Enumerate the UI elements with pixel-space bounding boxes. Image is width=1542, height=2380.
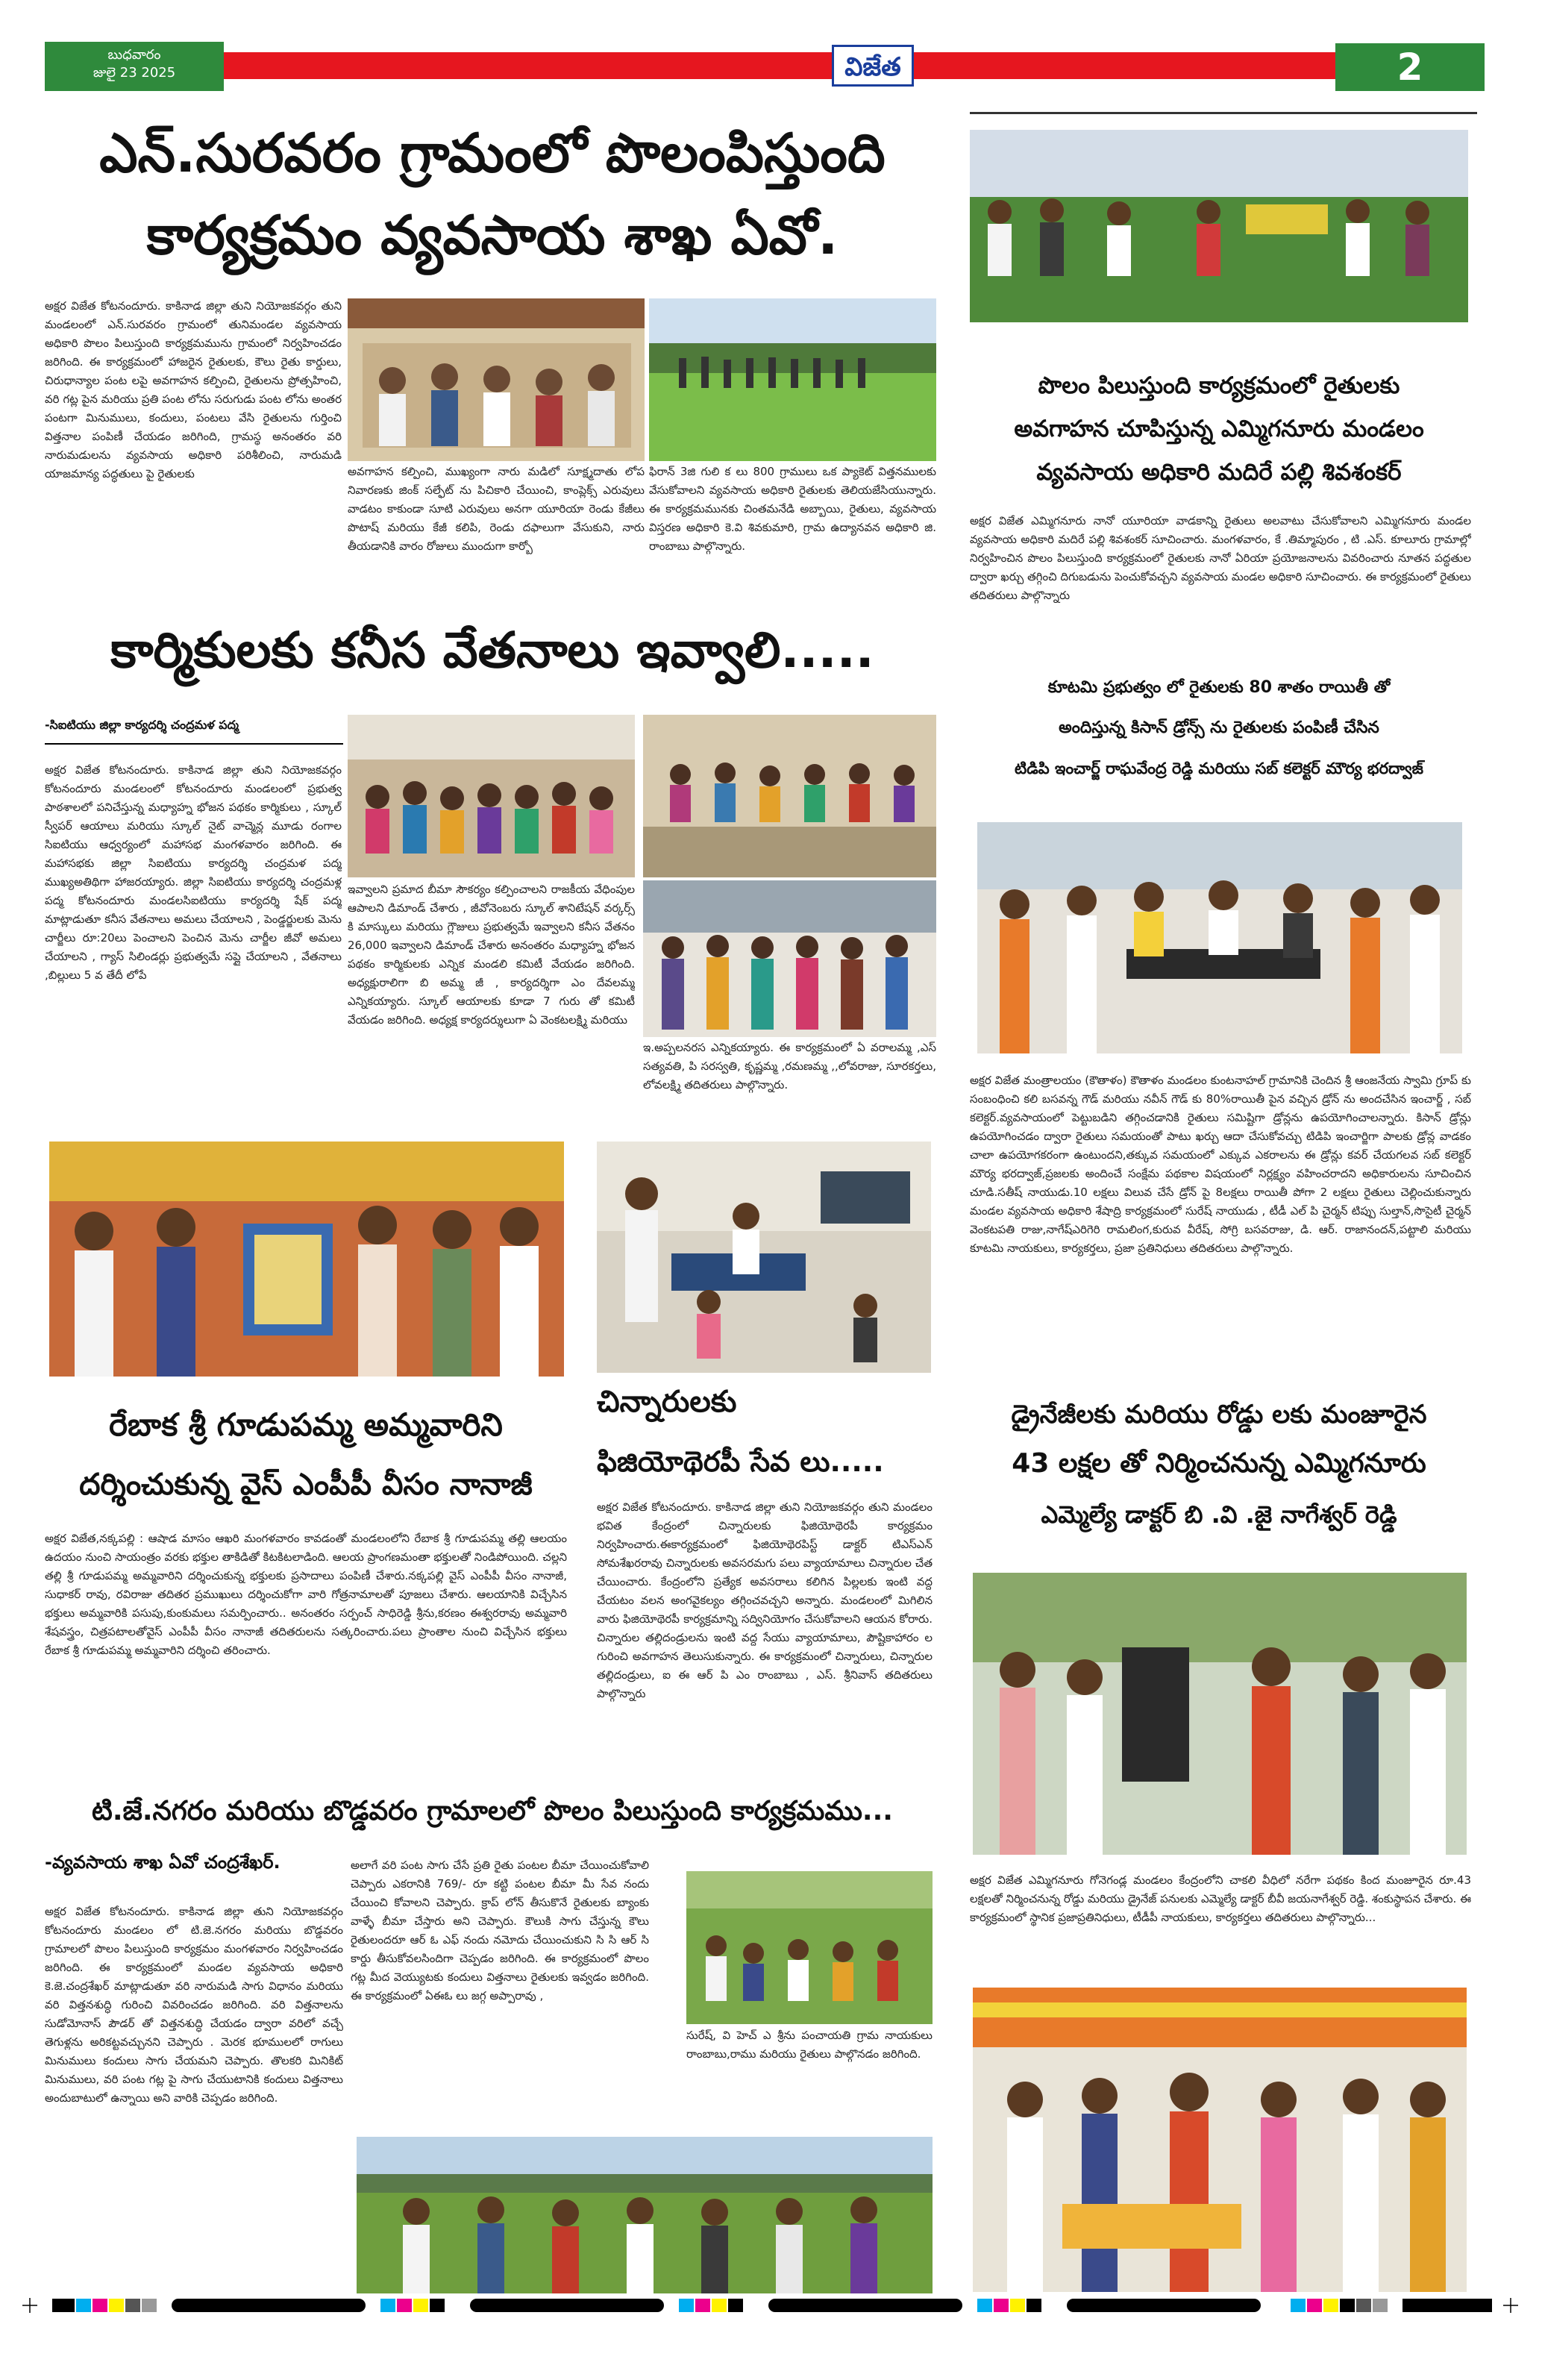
article3-photo-temple [49,1142,564,1377]
article4-headline-line2: ఫిజియోథెరపీ సేవ లు..... [597,1445,884,1478]
article5-photo-field-meeting [686,1871,933,2024]
article5-col3: సురేష్, వి హెచ్ ఎ శ్రీను పంచాయతి గ్రామ నాయకులు రాంబాబు,రాము మరియు రైతులు పాల్గొనడం జరిగింది. [686,2029,933,2061]
right2-photo-drone [977,822,1462,1053]
article1-col2: అవగాహన కల్పించి, ముఖ్యంగా నారు మడిలో సూక్ష్మదాతు లోప నివారణకు జింక్ సల్ఫేట్ ను పిచికారి చేయించి, కాంప్లెక్స్ ఎరువులు వాడటం కాకుండా సూటి ఎరువులు అనగా యూరియా రెండు కేజీలు పొటాష్ మరియు కేజీ కలిపి, రెండు దఫాలుగా వేసుకుని, నారు తీయడానికి వారం రోజులు ముందుగా కార్బో [348,465,645,553]
article4-headline-line1: చిన్నారులకు [597,1385,737,1419]
article5-subhead: -వ్యవసాయ శాఖ ఏవో చంద్రశేఖర్. [45,1852,280,1873]
article1-headline-line1: ఎన్.సురవరం గ్రామంలో పొలంపిస్తుంది [99,122,886,184]
print-registration-strip [22,2294,1522,2317]
article1-headline-line2: కార్యక్రమం వ్యవసాయ శాఖ ఏవో. [146,204,839,266]
article5-headline: టి.జే.నగరం మరియు బొడ్డవరం గ్రామాలలో పొలం పిలుస్తుంది కార్యక్రమము... [92,1796,893,1826]
article1-photo-meeting [348,298,645,461]
article1-col1: అక్షర విజేత కోటనందూరు. కాకినాడ జిల్లా తుని నియోజకవర్గం తుని మండలంలో ఎన్.సురవరం గ్రామంలో తునిమండల వ్యవసాయ అధికారి పొలం పిలుస్తుంది కార్యక్రమమును గ్రామంలో నిర్వహించడం జరిగింది. ఈ కార్యక్రమంలో హాజరైన రైతులకు, కౌలు రైతు కార్డులు, చిరుధాన్యాల పంట లపై అవగాహన కల్పించి, రైతులను ప్రోత్సహించి, వరి గట్ల పైన మరియు ప్రతి పంట లోను సరుగుడు పంట లోను అంతర పంటగా మినుములు, కందులు, పంటలు వేసి రైతులను గుర్తించి విత్తనాల పంపిణీ చేయడం జరిగింది, గ్రామస్థ అనంతరం వరి నారుమడులను వ్యవసాయ అధికారి పరిశీలించి, నారుమడి యాజమాన్య పద్ధతులు పై రైతులకు [45,299,342,480]
right3-photo-ribbon-cutting [973,1988,1467,2292]
right3-headline-line3: ఎమ్మెల్యే డాక్టర్ బి .వి .జై నాగేశ్వర్ రెడ్డి [1041,1500,1397,1529]
right3-body: అక్షర విజేత ఎమ్మిగనూరు గోనెగండ్ల మండలం కేంద్రంలోని చాకలి వీధిలో నరేగా పథకం కింద మంజూరైన రూ.43 లక్షలతో నిర్మించనున్న రోడ్డు మరియు డ్రైనేజ్ పనులకు ఎమ్మెల్యే డాక్టర్ బీవీ జయనాగేశ్వర్ రెడ్డి. శంకుస్థాపన చేశారు. ఈ కార్యక్రమంలో స్థానిక ప్రజాప్రతినిధులు, టీడీపీ నాయకులు, కార్యకర్తలు తదితరులు పాల్గొన్నారు... [970,1873,1471,1924]
article1-col3: ఫిరాన్ 3జి గులి క లు 800 గ్రాములు ఒక ప్యాకెట్ విత్తనములకు వేసుకోవాలని వ్యవసాయ అధికారి రైతులకు తెలియజేసియున్నారు. ఈ కార్యక్రమమునకు చింతమనేడి అబ్బాయి, రైతులు, వ్యవసాయ విస్తరణ అధికారి కె.వి శివకుమారి, గ్రామ ఉద్యానవన అధికారి జి. రాంబాబు పాల్గొన్నారు. [649,465,936,553]
article2-col1: అక్షర విజేత కోటనందూరు. కాకినాడ జిల్లా తుని నియోజకవర్గం కోటనందూరు మండలంలో కోటనందూరు మండలంలో ప్రభుత్వ పాఠశాలలో పనిచేస్తున్న మధ్యాహ్న భోజన పథకం కార్మికులు , స్కూల్ స్వీపర్ ఆయాలు మరియు స్కూల్ నైట్ వాచ్మెన్ల మూడు రంగాల సిఐటియు ఆధ్వర్యంలో మహాసభ మంగళవారం జరిగింది. ఈ మహాసభకు జిల్లా సిఐటియు కార్యదర్శి చంద్రమళ పద్మ ముఖ్యఅతిథిగా హాజరయ్యారు. జిల్లా సిఐటియు కార్యదర్శి చంద్రమళ్ల పద్మ కోటనందూరు మండలసిఐటియు కార్యదర్శి షేక్ పద్మ మాట్లాడుతూ కనీస వేతనాలు అమలు చేయాలని , పెండ్డర్జులకు మెను చార్జీలు రూ:20లు పెంచాలని పెంచిన మెను చార్జీల జీవో అమలు చేయాలని , గ్యాస్ సిలిండర్లు ప్రభుత్వమే సప్లై చేయాలని , వేతనాలు ,బిల్లులు 5 వ తేదీ లోపే [45,763,342,982]
masthead-day: బుధవారం [107,47,161,63]
article4-photo-physiotherapy [597,1142,931,1373]
top-right-rule [970,112,1477,114]
right3-headline-line2: 43 లక్షల తో నిర్మించనున్న ఎమ్మిగనూరు [1012,1448,1426,1479]
article2-subhead: -సిఐటియు జిల్లా కార్యదర్శి చంద్రమళ పద్మ [45,718,239,732]
page-number: 2 [1335,43,1485,91]
article2-photo-standing [643,880,936,1037]
right1-body: అక్షర విజేత ఎమ్మిగనూరు నానో యూరియా వాడకాన్ని రైతులు అలవాటు చేసుకోవాలని ఎమ్మిగనూరు మండల వ్యవసాయ అధికారి మదిరే పల్లి శివశంకర్ సూచించారు. మంగళవారం, కే .తిమ్మాపురం , టి .ఎస్. కూలూరు గ్రామాల్లో నిర్వహించిన పొలం పిలుస్తుంది కార్యక్రమంలో రైతులకు నానో ఏరియా ప్రయోజనాలను వివరించారు నూతన పద్ధతుల ద్వారా ఖర్చు తగ్గించి దిగుబడును పెంచుకోవచ్చని వ్యవసాయ మండల అధికారి సూచించారు. ఈ కార్యక్రమంలో రైతులు తదితరులు పాల్గొన్నారు [970,514,1471,602]
masthead-red-bar [224,52,1335,79]
masthead-date: జులై 23 2025 [93,65,176,81]
article2-photo-crowd [348,715,635,877]
article5-photo-group [357,2137,933,2293]
article2-subhead-rule [45,743,343,745]
article3-body: అక్షర విజేత,నక్కపల్లి : ఆషాడ మాసం ఆఖరి మంగళవారం కావడంతో మండలంలోని రేబాక శ్రీ గూడుపమ్మ తల్లి ఆలయం ఉదయం నుంచి సాయంత్రం వరకు భక్తుల తాకిడితో కిటకిటలాడింది. ఆలయ ప్రాంగణమంతా భక్తులతో నిండిపోయింది. చల్లని తల్లి శ్రీ గూడుపమ్మ అమ్మవారిని దర్శించుకున్న భక్తులకు ప్రసాదాలు పంపిణీ చేశారు.నక్కపల్లి వైస్ ఎంపీపీ వీసం నానాజీ, సుధాకర్ రావు, రవిరాజు తదితర ప్రముఖులు దర్శించుకోగా వారి గోత్రనామాలతో పూజలు చేశారు. ఆలయానికి విచ్చేసిన భక్తులు అమ్మవారికి పసుపు,కుంకుమలు సమర్పించారు.. అనంతరం సర్పంచ్ సాధిరెడ్డి శ్రీను,కరణం ఈశ్వరరావు అమ్మవారి శేషవస్త్రం, చిత్రపటాలతోవైస్ ఎంపీపీ వీసం నానాజీ తదితరులను సత్కరించారు.పలు ప్రాంతాల నుంచి విచ్చేసిన భక్తులు రేబాక శ్రీ గూడుపమ్మ అమ్మవారిని దర్శించి తరించారు. [45,1532,567,1657]
right2-headline-line2: అందిస్తున్న కిసాన్ డ్రోన్స్ ను రైతులకు పంపిణీ చేసిన [1059,718,1379,737]
article3-headline-line2: దర్శించుకున్న వైస్ ఎంపీపీ వీసం నానాజీ [79,1468,533,1502]
article5-col1: అక్షర విజేత కోటనందూరు. కాకినాడ జిల్లా తుని నియోజకవర్గం కోటనందూరు మండలం లో టి.జె.నగరం మరియు బొడ్డవరం గ్రామాలలో పొలం పిలుస్తుంది కార్యక్రమం మంగళవారం నిర్వహించడం జరిగింది. ఈ కార్యక్రమంలో మండల వ్యవసాయ అధికారి కె.జె.చంద్రశేఖర్ మాట్లాడుతూ వరి నారుమడి సాగు విధానం మరియు వరి విత్తనశుద్ధి గురించి వివరించడం జరిగింది. వరి విత్తనాలను సుడోమోనాస్ పౌడర్ తో విత్తనశుద్ధి చేయడం ద్వారా వరిలో వచ్చే తెగుళ్లను అరికట్టవచ్చునని చెప్పారు . మెరక భూములలో రాగులు మినుములు కందులు సాగు చేయమని చెప్పారు. తొలకరి మినికిట్ మినుములు, వరి పంట గట్ల పై సాగు చేయుటానికి కందులు విత్తనాలు అందుబాటులో ఉన్నాయి అని వారికి చెప్పడం జరిగింది. [45,1905,343,2105]
right3-headline-line1: డ్రైనేజీలకు మరియు రోడ్డు లకు మంజూరైన [1011,1400,1427,1429]
right1-headline-line2: అవగాహన చూపిస్తున్న ఎమ్మిగనూరు మండలం [1014,416,1424,442]
article4-body: అక్షర విజేత కోటనందూరు. కాకినాడ జిల్లా తుని నియోజకవర్గం తుని మండలం భవిత కేంద్రంలో చిన్నారులకు ఫిజియోథెరపీ కార్యక్రమం నిర్వహించారు.ఈకార్యక్రమంలో ఫిజియోథెరపిస్ట్ డాక్టర్ టిఎస్ఎన్ సోమశేఖరరావు చిన్నారులకు అవసరమగు పలు వ్యాయామాలు చిన్నారుల చేత చేయించారు. కేంద్రంలోని ప్రత్యేక అవసరాలు కలిగిన పిల్లలకు ఇంటి వద్ద చేయటం వలన అంగవైకల్యం తగ్గించవచ్చని అన్నారు. మండలంలో మిగిలిన వారు ఫిజియోథెరపీ కార్యక్రమాన్ని సద్వినియోగం చేసుకోవాలని ఆయన కోరారు. చిన్నారుల తల్లిదండ్రులను ఇంటి వద్ద సేయు వ్యాయామాలు, పౌష్టికాహారం ల గురించి అవగాహన తెలుసుకున్నారు. ఈ కార్యక్రమంలో చిన్నారులు, చిన్నారుల తల్లిదండ్రులు, ఐ ఈ ఆర్ పి ఎం రాంబాబు , ఎస్. శ్రీనివాస్ తదితరులు పాల్గొన్నారు [597,1500,933,1700]
article3-headline-line1: రేబాక శ్రీ గూడుపమ్మ అమ్మవారిని [109,1406,503,1443]
right1-headline-line3: వ్యవసాయ అధికారి మదిరే పల్లి శివశంకర్ [1036,459,1402,486]
right2-body: అక్షర విజేత మంత్రాలయం (కౌతాళం) కౌతాళం మండలం కుంటనాహల్ గ్రామానికి చెందిన శ్రీ ఆంజనేయ స్వామి గ్రూప్ కు సంబంధించి కలి బసవన్న గౌడ్ మరియు నవీన్ గౌడ్ కు 80%రాయితీ పైన వచ్చిన డ్రోన్ ను అందచేసిన ఇంచార్జ్ , సబ్ కలెక్టర్.వ్యవసాయంలో పెట్టుబడిని తగ్గించడానికి రైతులు సమిష్టిగా డ్రోన్లను ఉపయోగించాలన్నారు. కిసాన్ డ్రోన్లు ఉపయోగించడం ద్వారా రైతులు సమయంతో పాటు ఖర్చు ఆదా చేసుకోవచ్చు టిడిపి ఇంచార్జిగా పాలకు డ్రోన్ల వాడకం చాలా ఉపయోగకరంగా ఉంటుందని,తక్కువ సమయంలో ఎక్కువ ఎకరాలను ఈ డ్రోన్లు కవర్ చేయగలవ సబ్ కలెక్టర్ మౌర్య భరద్వాజ్,ప్రజలకు అందించే సంక్షేమ పథకాల విషయంలో నిర్లక్ష్యం వహించరాదని అధికారులను సూచించిన చూడి.సతీష్ నాయుడు.10 లక్షలు విలువ చేసే డ్రోన్ పై 8లక్షలు రాయితీ పోగా 2 లక్షలు రైతులు చెల్లించుకున్నారు మండల వ్యవసాయ అధికారి శేషాద్రి కార్యక్రమంలో సురేష్ నాయుడు , టీడీ ఎల్ పి చైర్మన్ టిప్పు సుల్తాన్,సొసైటీ చైర్మన్ వెంకటపతి రాజు,నాగేష్ఎరిగెరి రామలింగ,కురువ వీరేష్, సోగ్రి బసవరాజు, డి. ఆర్. రాజానందన్,పట్టాలి మరియు కూటమి నాయకులు, కార్యకర్తలు, ప్రజా ప్రతినిధులు తదితరులు పాల్గొన్నారు. [970,1074,1471,1255]
article5-col2: అలాగే వరి పంట సాగు చేసే ప్రతి రైతు పంటల బీమా చేయించుకోవాలి చెప్పారు ఎకరానికి 769/- రూ కట్టి పంటల బీమా మీ సేవ నందు చేయించి కోవాలని చెప్పారు. క్రాప్ లోన్ తీసుకొనే రైతులకు బ్యాంకు వాళ్ళే బీమా చేస్తారు అని చెప్పారు. కౌలుకి సాగు చేస్తున్న కౌలు రైతులందరూ ఆర్ ఓ ఎఫ్ నందు నమోదు చేయించుకుని సి సి ఆర్ సి కార్డు తీసుకోవలసిందిగా చెప్పడం జరిగింది. ఈ కార్యక్రమంలో పొలం గట్ల మీద వెయ్యుటకు కందులు విత్తనాలు రైతులకు ఇవ్వడం జరిగింది. ఈ కార్యక్రమంలో ఏఈఓ లు జగ్గ అప్పారావు , [351,1858,649,2002]
article2-col2: ఇవ్వాలని ప్రమాద బీమా సౌకర్యం కల్పించాలని రాజకీయ వేధింపుల ఆపాలని డిమాండ్ చేశారు , జీవోనెంబరు స్కూల్ శానిటేషన్ వర్కర్స్ కి మాస్కులు మరియు గ్లౌజులు ప్రభుత్వమే ఇవ్వాలని కనీస వేతనం 26,000 ఇవ్వాలని డిమాండ్ చేశారు అనంతరం మధ్యాహ్న భోజన పథకం కార్మికులకు ఎన్నిక మండలి కమిటీ వేయడం జరిగింది. అధ్యక్షురాలిగా బి అమ్మ జీ , కార్యదర్శిగా ఎం దేవలమ్మ ఎన్నికయ్యారు. స్కూల్ ఆయాలకు కూడా 7 గురు తో కమిటీ వేయడం జరిగింది. అధ్యక్ష కార్యదర్శులుగా ఏ వెంకటలక్ష్మి మరియు [348,883,635,1027]
masthead-date-box [45,42,224,91]
article1-photo-field [649,298,936,461]
article2-photo-seated [643,715,936,877]
article2-headline: కార్మికులకు కనీస వేతనాలు ఇవ్వాలి..... [110,621,874,679]
right2-headline-line3: టిడిపి ఇంచార్జ్ రాఘవేంద్ర రెడ్డి మరియు సబ్ కలెక్టర్ మౌర్య భరద్వాజ్ [1015,760,1423,777]
right3-photo-foundation [973,1573,1467,1855]
right2-headline-line1: కూటమి ప్రభుత్వం లో రైతులకు 80 శాతం రాయితీ తో [1047,678,1391,697]
article2-col3: ఇ.అప్పలనరస ఎన్నికయ్యారు. ఈ కార్యక్రమంలో ఏ వరాలమ్మ ,ఎస్ సత్యవతి, పి సరస్వతి, కృష్ణమ్మ ,రమణమ్మ ,,లోవరాజు, సూరకర్తలు, లోవలక్ష్మి తదితరులు పాల్గొన్నారు. [643,1041,936,1092]
right1-photo-field [970,130,1468,322]
right1-headline-line1: పొలం పిలుస్తుంది కార్యక్రమంలో రైతులకు [1038,372,1400,399]
newspaper-logo: విజేత [832,45,914,87]
